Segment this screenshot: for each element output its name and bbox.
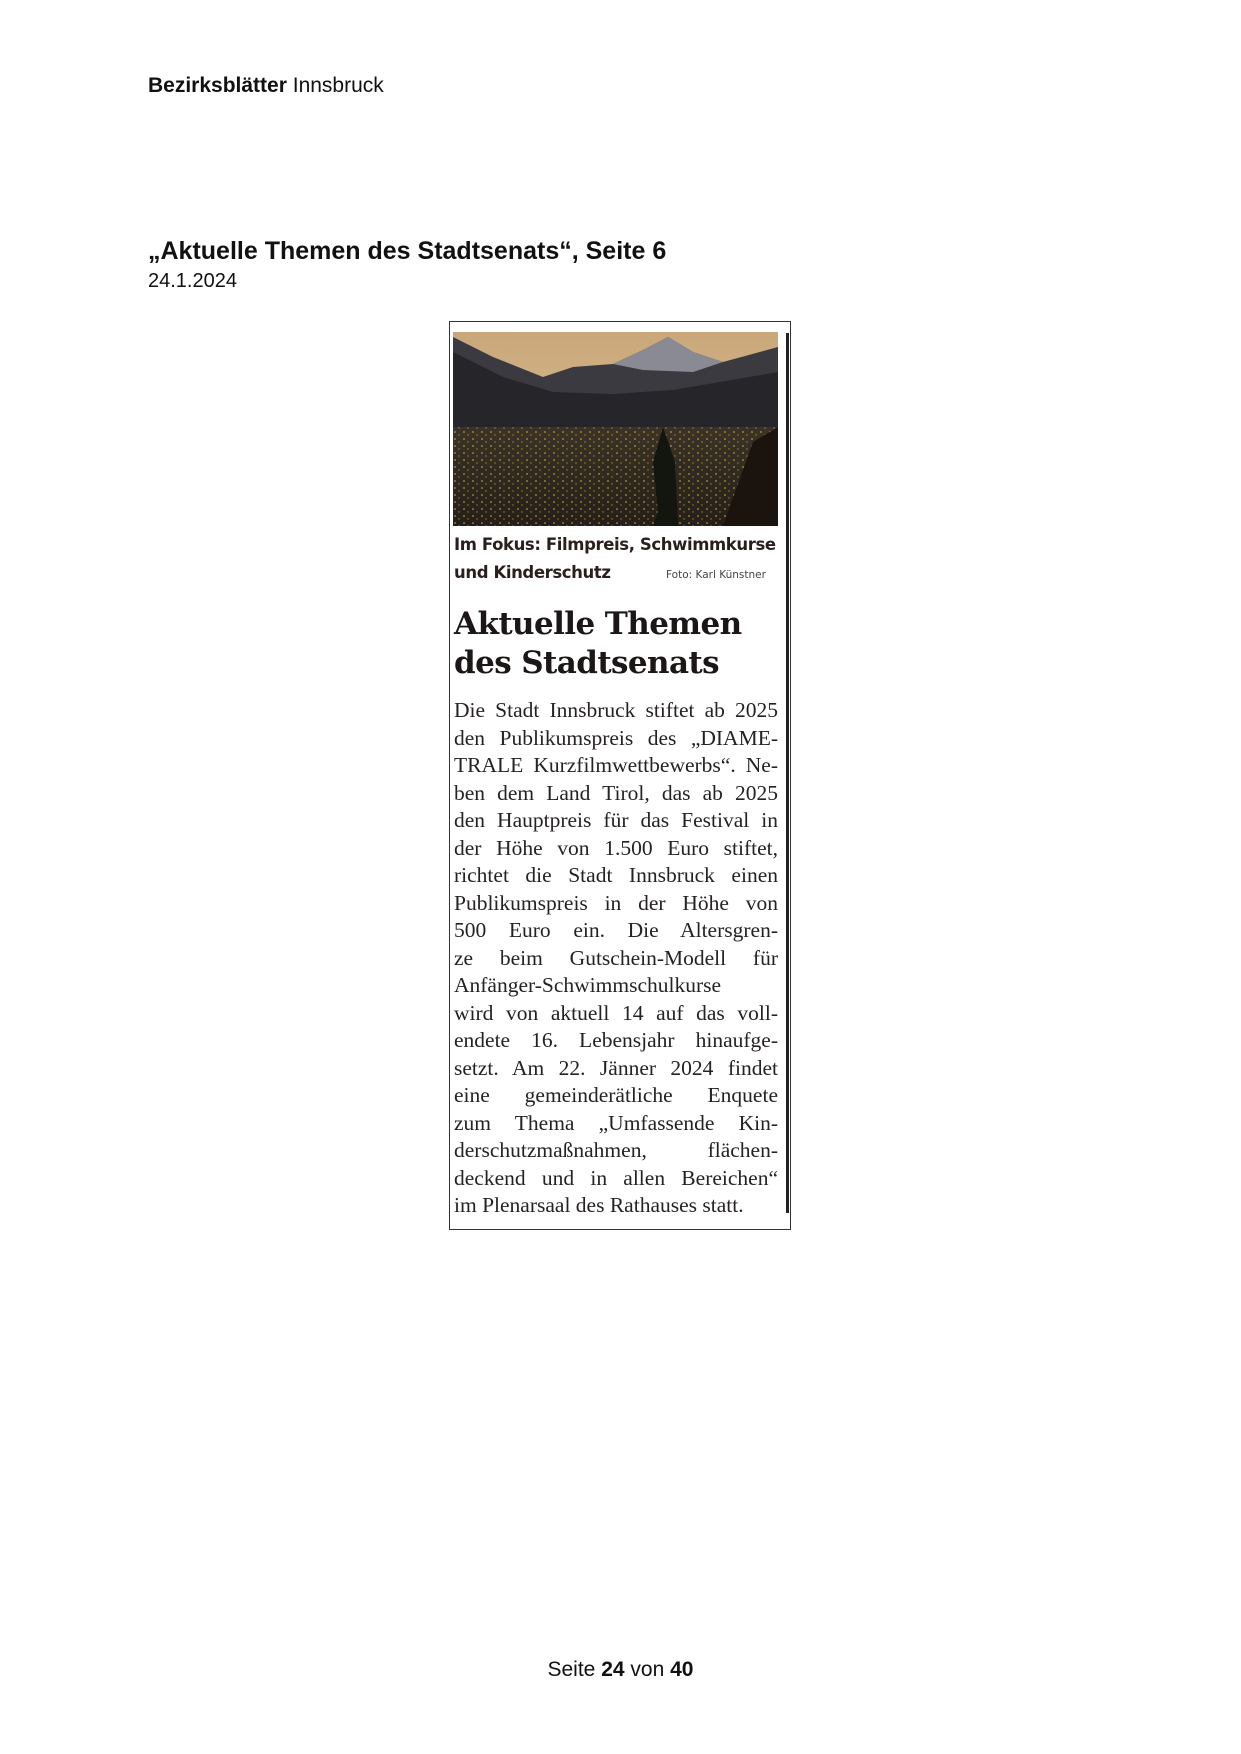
body-line: eine gemeinderätliche Enquete	[454, 1083, 778, 1107]
page-footer	[0, 1658, 1241, 1682]
publication-name	[148, 74, 384, 98]
article-body	[454, 697, 778, 1220]
body-line: derschutzmaßnahmen, flächen-	[454, 1138, 778, 1162]
column-rule	[786, 333, 789, 1213]
article-reference-title: „Aktuelle Themen des Stadtsenats“, Seite 6	[148, 237, 667, 265]
city-night-panorama-photo	[453, 332, 778, 526]
photo-caption-line: Im Fokus: Filmpreis, Schwimmkurse	[454, 535, 776, 554]
body-line: setzt. Am 22. Jänner 2024 findet	[454, 1055, 778, 1080]
body-line: wird von aktuell 14 auf das voll-	[454, 1000, 778, 1025]
body-line: 500 Euro ein. Die Altersgren-	[454, 918, 778, 942]
article-date: 24.1.2024	[148, 270, 237, 292]
photo-caption-line: und Kinderschutz	[454, 563, 611, 582]
body-line: zum Thema „Umfassende Kin-	[454, 1110, 778, 1135]
body-line: endete 16. Lebensjahr hinaufge-	[454, 1028, 778, 1052]
total-pages: 40	[670, 1658, 694, 1681]
body-line: den Publikumspreis des „DIAME-	[454, 725, 778, 750]
body-line: ben dem Land Tirol, das ab 2025	[454, 780, 778, 805]
body-line: ze beim Gutschein-Modell für	[454, 945, 778, 970]
footer-middle: von	[630, 1658, 665, 1681]
body-line: Die Stadt Innsbruck stiftet ab 2025	[454, 698, 778, 722]
publication-name-bold: Bezirksblätter	[148, 74, 287, 97]
footer-prefix: Seite	[547, 1658, 596, 1681]
headline-line: Aktuelle Themen	[454, 606, 742, 642]
current-page-number: 24	[601, 1658, 625, 1681]
headline-line: des Stadtsenats	[454, 645, 720, 681]
publication-name-regular: Innsbruck	[292, 74, 384, 97]
body-line: Anfänger-Schwimmschulkurse	[454, 973, 722, 997]
photo-credit: Foto: Karl Künstner	[666, 569, 766, 581]
body-line: den Hauptpreis für das Festival in	[454, 808, 778, 832]
body-line: richtet die Stadt Innsbruck einen	[454, 863, 778, 887]
body-line: TRALE Kurzfilmwettbewerbs“. Ne-	[454, 753, 778, 777]
body-line: der Höhe von 1.500 Euro stiftet,	[454, 835, 778, 860]
body-line: deckend und in allen Bereichen“	[454, 1165, 778, 1190]
body-line: Publikumspreis in der Höhe von	[454, 890, 778, 915]
body-line: im Plenarsaal des Rathauses statt.	[454, 1193, 744, 1217]
